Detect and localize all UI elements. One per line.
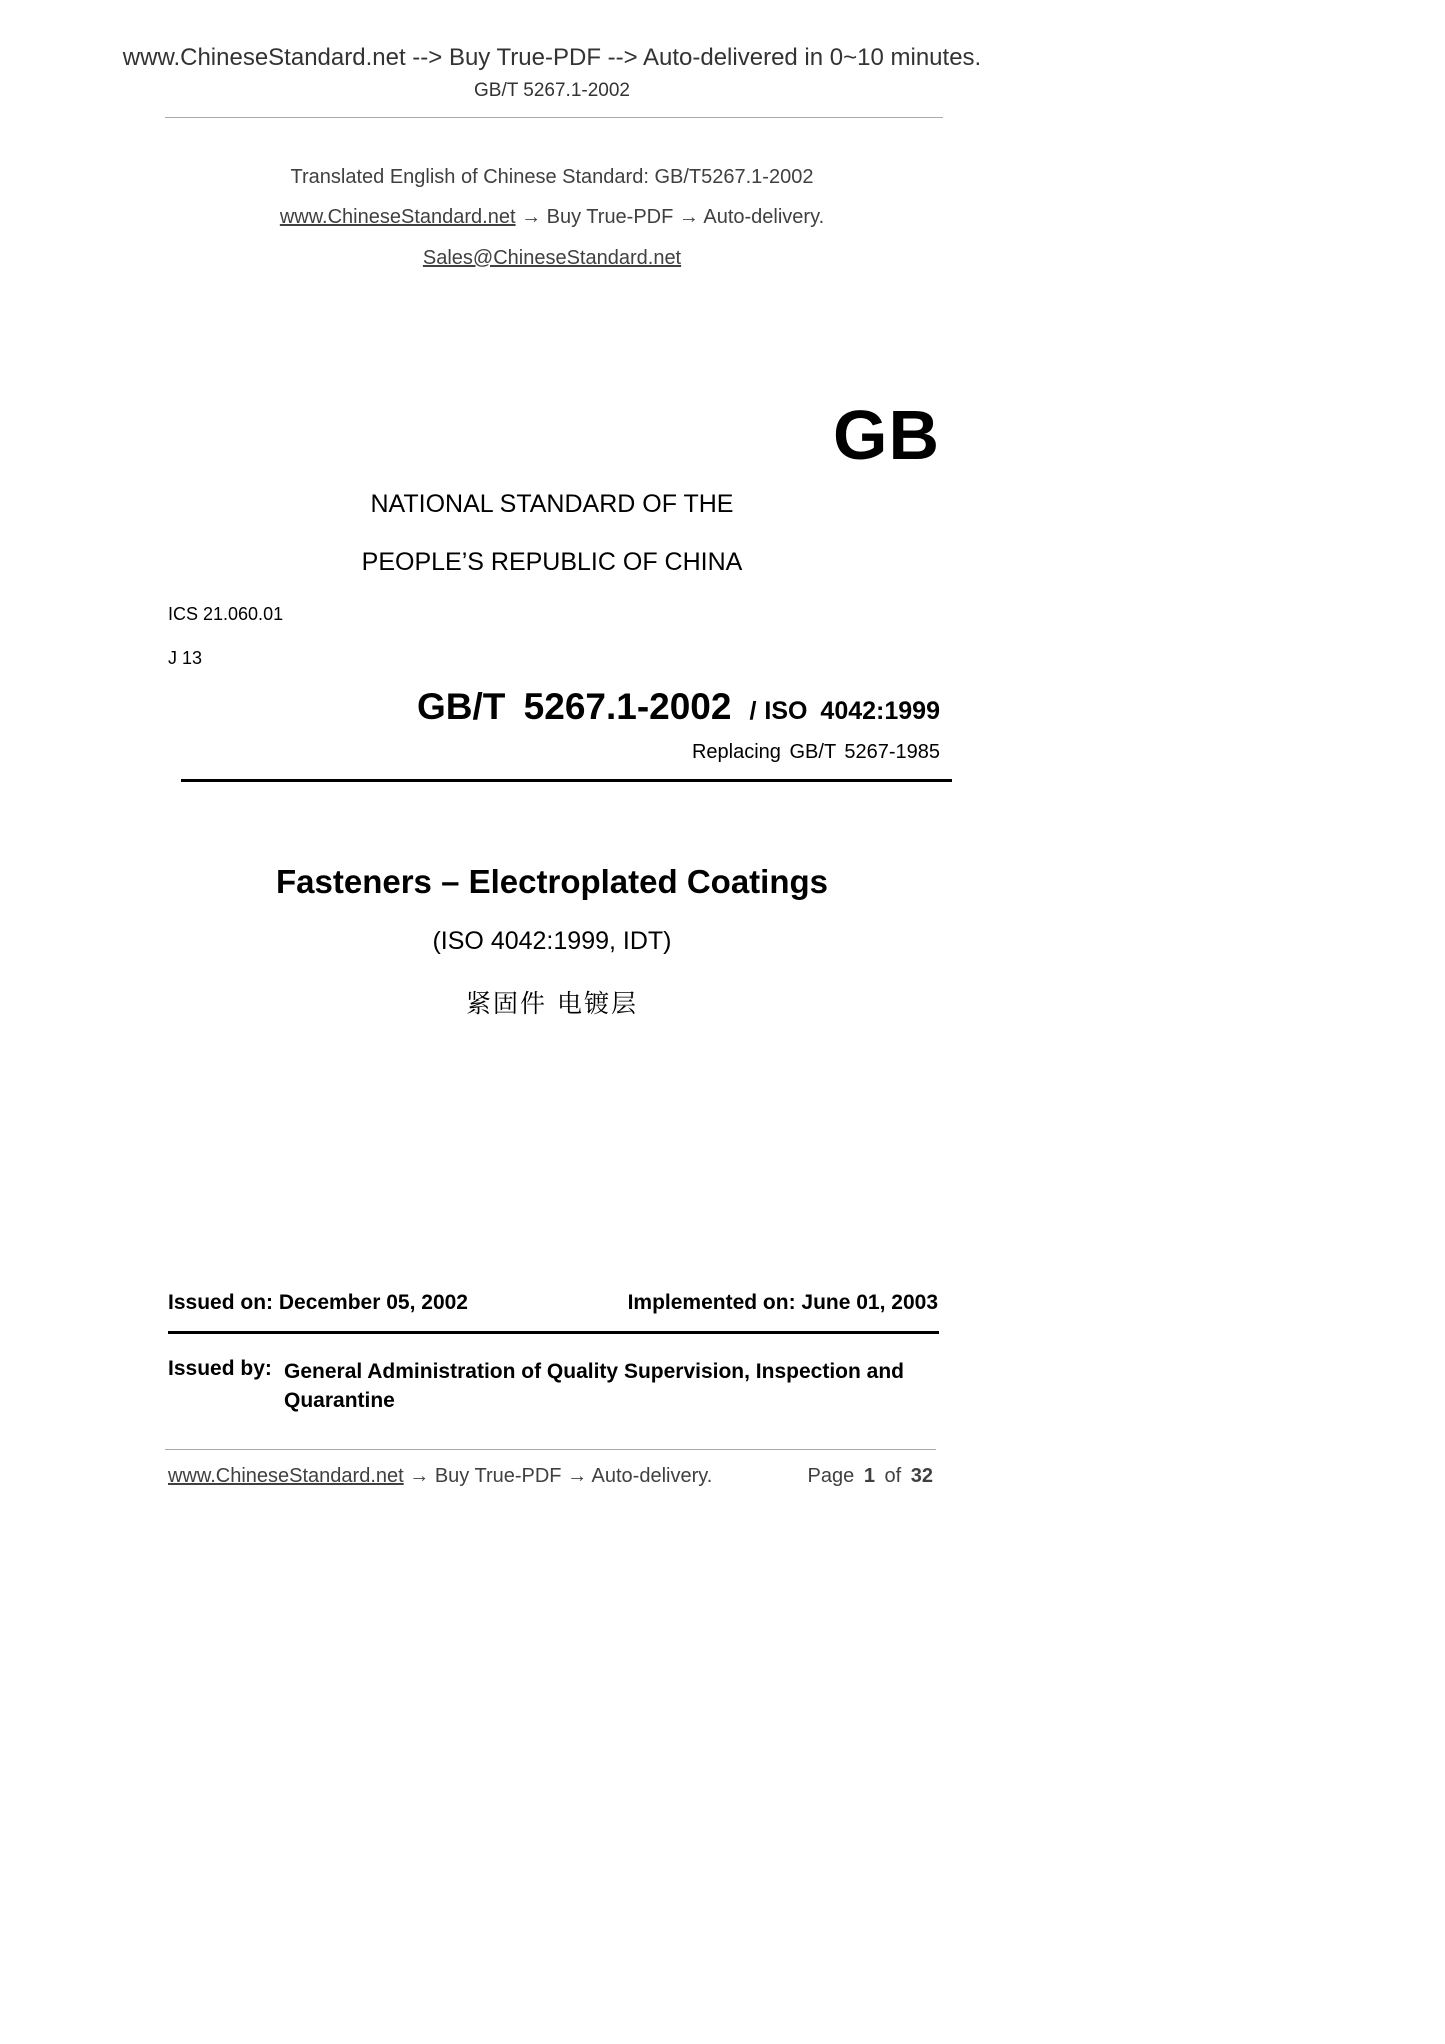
sales-line — [0, 247, 1104, 270]
standard-number-row — [417, 686, 940, 728]
national-standard-line-2: PEOPLE’S REPUBLIC OF CHINA — [361, 548, 743, 576]
translation-notice: Translated English of Chinese Standard: GB/T5267.1-2002 — [290, 166, 814, 188]
issue-divider — [168, 1331, 939, 1334]
national-standard-line-1: NATIONAL STANDARD OF THE — [370, 490, 734, 518]
page-total: 32 — [910, 1465, 933, 1487]
replacing-note: Replacing GB/T 5267-1985 — [691, 741, 940, 763]
issued-by-authority: General Administration of Quality Supervision, Inspection and Quarantine — [284, 1360, 904, 1412]
page-indicator — [808, 1465, 933, 1488]
ccs-code: J 13 — [168, 648, 203, 668]
footer-site-line — [168, 1465, 712, 1488]
of-label: of — [884, 1465, 902, 1487]
iso-reference: (ISO 4042:1999, IDT) — [432, 927, 672, 955]
site-line-rest: → Buy True-PDF → Auto-delivery. — [515, 206, 825, 228]
top-banner: www.ChineseStandard.net --> Buy True-PDF --> Auto-delivered in 0~10 minutes. — [122, 44, 982, 71]
footer-divider — [165, 1449, 936, 1450]
page-number: 1 — [863, 1465, 875, 1487]
site-line — [0, 206, 1104, 229]
ics-code: ICS 21.060.01 — [168, 604, 284, 624]
site-link[interactable]: www.ChineseStandard.net — [279, 206, 516, 228]
standard-separator: / — [749, 697, 757, 725]
implemented-on-date: Implemented on: June 01, 2003 — [627, 1291, 938, 1314]
iso-number: ISO 4042:1999 — [764, 697, 940, 725]
header-standard-code: GB/T 5267.1-2002 — [474, 80, 630, 101]
gb-mark: GB — [833, 396, 940, 474]
page-label: Page — [807, 1465, 855, 1487]
sales-email-link[interactable]: Sales@ChineseStandard.net — [422, 247, 682, 269]
footer-site-rest: → Buy True-PDF → Auto-delivery. — [403, 1465, 713, 1487]
issued-by-label: Issued by: — [168, 1357, 272, 1380]
document-title: Fasteners – Electroplated Coatings — [276, 863, 828, 900]
title-divider — [181, 779, 952, 782]
standard-number: GB/T 5267.1-2002 — [417, 686, 732, 727]
issued-on-date: Issued on: December 05, 2002 — [168, 1291, 468, 1314]
footer-site-link[interactable]: www.ChineseStandard.net — [168, 1465, 404, 1487]
header-divider — [165, 117, 943, 118]
chinese-title: 紧固件 电镀层 — [466, 989, 638, 1018]
